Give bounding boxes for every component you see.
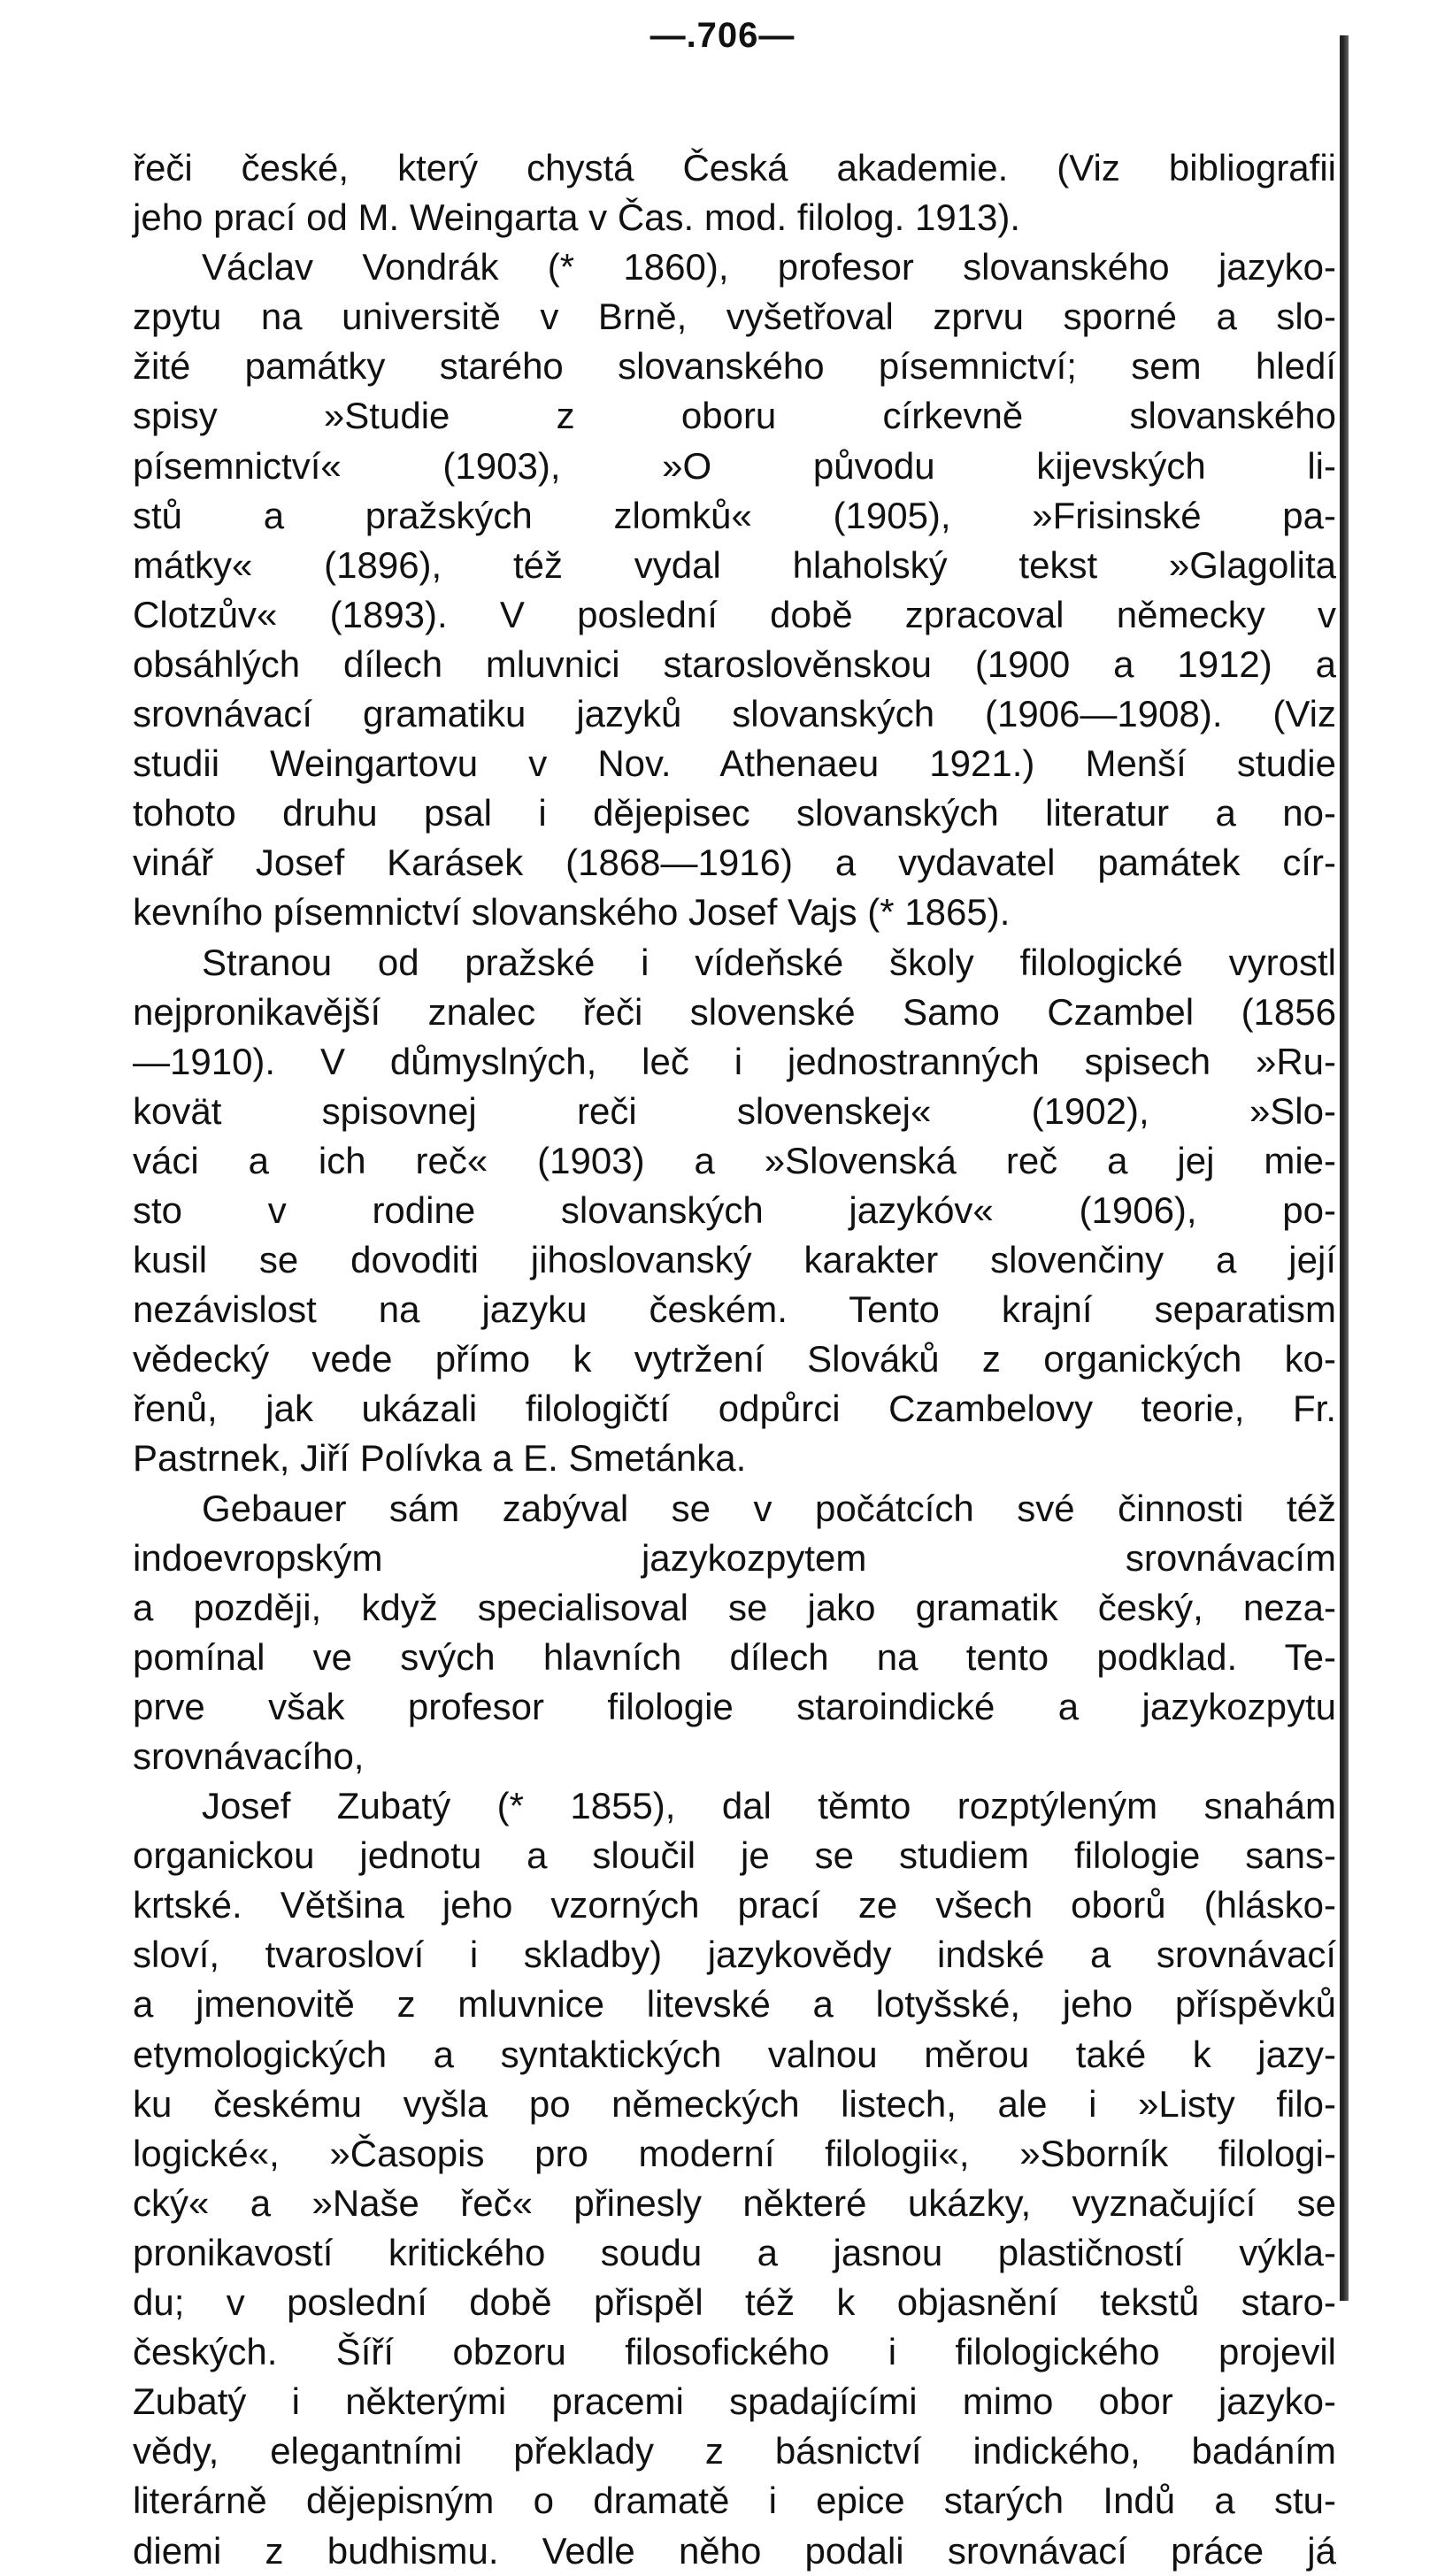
text-line: nejpronikavější znalec řeči slovenské Samo Czambel (1856 xyxy=(133,990,1336,1033)
text-line: jeho prací od M. Weingarta v Čas. mod. filolog. 1913). xyxy=(133,196,1021,239)
text-line: Clotzův« (1893). V poslední době zpracoval německy v xyxy=(133,593,1336,635)
text-line: Václav Vondrák (* 1860), profesor slovanského jazyko- xyxy=(202,246,1336,288)
text-line: diemi z budhismu. Vedle něho podali srovnávací práce já xyxy=(133,2529,1336,2572)
text-line: pronikavostí kritického soudu a jasnou plastičností výkla- xyxy=(133,2231,1336,2273)
text-line: a jmenovitě z mluvnice litevské a lotyšské, jeho příspěvků xyxy=(133,1983,1336,2026)
text-line: cký« a »Naše řeč« přinesly některé ukázky, vyznačující se xyxy=(133,2181,1336,2224)
text-line: nezávislost na jazyku českém. Tento krajní separatism xyxy=(133,1288,1336,1331)
text-line: kevního písemnictví slovanského Josef Vajs (* 1865). xyxy=(133,891,1011,934)
text-line: a později, když specialisoval se jako gramatik český, neza- xyxy=(133,1586,1336,1628)
text-line: Gebauer sám zabýval se v počátcích své činnosti též xyxy=(202,1487,1336,1529)
text-line: řenů, jak ukázali filologičtí odpůrci Czambelovy teorie, Fr. xyxy=(133,1388,1336,1430)
text-line: vinář Josef Karásek (1868—1916) a vydavatel památek cír- xyxy=(133,842,1336,884)
body-text xyxy=(133,143,1336,2576)
text-line: váci a ich reč« (1903) a »Slovenská reč a jej mie- xyxy=(133,1139,1336,1181)
text-line: tohoto druhu psal i dějepisec slovanských literatur a no- xyxy=(133,792,1336,834)
text-line: pomínal ve svých hlavních dílech na tento podklad. Te- xyxy=(133,1635,1336,1678)
text-line: sto v rodine slovanských jazykóv« (1906), po- xyxy=(133,1188,1336,1231)
text-line: vědecký vede přímo k vytržení Slováků z organických ko- xyxy=(133,1338,1336,1380)
text-line: kusil se dovoditi jihoslovanský karakter slovenčiny a její xyxy=(133,1239,1336,1281)
text-line: spisy »Studie z oboru církevně slovanského xyxy=(133,395,1336,437)
text-line: mátky« (1896), též vydal hlaholský tekst »Glagolita xyxy=(133,543,1336,586)
text-line: indoevropským jazykozpytem srovnávacím xyxy=(133,1536,1336,1579)
text-line: prve však profesor filologie staroindické a jazykozpytu xyxy=(133,1685,1336,1727)
text-line: srovnávacího, xyxy=(133,1735,365,1777)
page-number: —.706— xyxy=(649,16,796,55)
text-line: krtské. Většina jeho vzorných prací ze všech oborů (hlásko- xyxy=(133,1884,1336,1926)
text-line: písemnictví« (1903), »O původu kijevských li- xyxy=(133,444,1336,487)
text-line: studii Weingartovu v Nov. Athenaeu 1921.) Menší studie xyxy=(133,742,1336,785)
text-line: zpytu na universitě v Brně, vyšetřoval zprvu sporné a slo- xyxy=(133,296,1336,338)
text-line: českých. Šíří obzoru filosofického i filologického projevil xyxy=(133,2331,1336,2373)
text-line: Josef Zubatý (* 1855), dal těmto rozptýleným snahám xyxy=(202,1785,1336,1827)
text-line: Pastrnek, Jiří Polívka a E. Smetánka. xyxy=(133,1437,747,1480)
text-line: srovnávací gramatiku jazyků slovanských (1906—1908). (Viz xyxy=(133,693,1336,735)
text-line: stů a pražských zlomků« (1905), »Frisinské pa- xyxy=(133,494,1336,536)
text-line: Stranou od pražské i vídeňské školy filologické vyrostl xyxy=(202,941,1336,983)
text-line: sloví, tvarosloví i skladby) jazykovědy indské a srovnávací xyxy=(133,1934,1336,1976)
text-line: obsáhlých dílech mluvnici staroslověnskou (1900 a 1912) a xyxy=(133,642,1336,685)
page-edge-shadow xyxy=(1340,35,1349,2301)
text-line: Zubatý i některými pracemi spadajícími mimo obor jazyko- xyxy=(133,2380,1336,2423)
text-line: logické«, »Časopis pro moderní filologii«, »Sborník filologi- xyxy=(133,2132,1336,2174)
text-line: organickou jednotu a sloučil je se studiem filologie sans- xyxy=(133,1834,1336,1877)
text-line: kovät spisovnej reči slovenskej« (1902), »Slo- xyxy=(133,1089,1336,1132)
text-line: literárně dějepisným o dramatě i epice starých Indů a stu- xyxy=(133,2480,1336,2522)
text-line: etymologických a syntaktických valnou měrou také k jazy- xyxy=(133,2033,1336,2075)
text-line: ku českému vyšla po německých listech, ale i »Listy filo- xyxy=(133,2082,1336,2125)
text-line: řeči české, který chystá Česká akademie. (Viz bibliografii xyxy=(133,147,1336,188)
text-line: žité památky starého slovanského písemnictví; sem hledí xyxy=(133,345,1336,388)
text-line: —1910). V důmyslných, leč i jednostranných spisech »Ru- xyxy=(133,1040,1336,1082)
text-line: vědy, elegantními překlady z básnictví indického, badáním xyxy=(133,2430,1336,2472)
text-line: du; v poslední době přispěl též k objasnění tekstů staro- xyxy=(133,2281,1336,2324)
